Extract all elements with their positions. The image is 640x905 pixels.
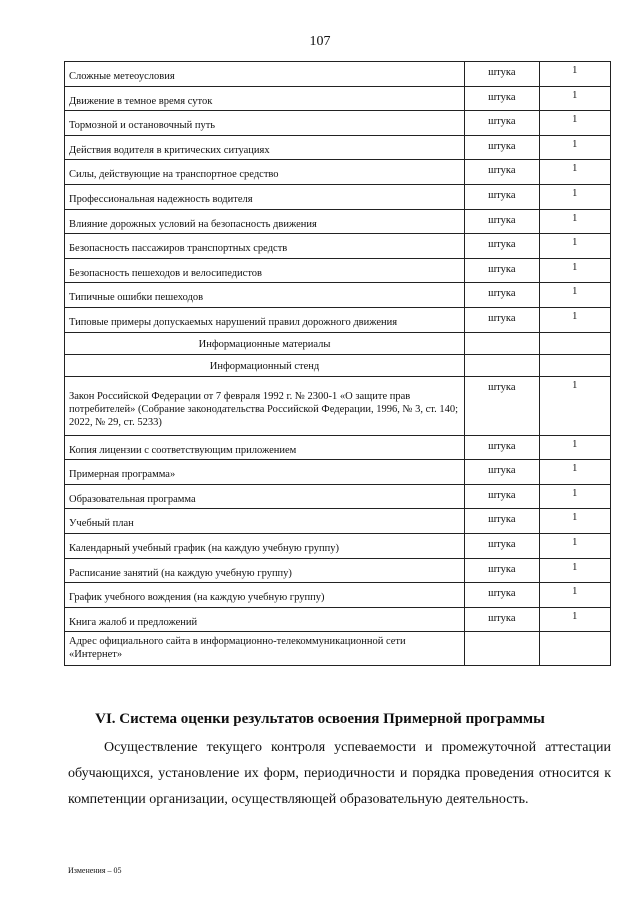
- quantity-cell: 1: [539, 258, 610, 283]
- quantity-cell: [539, 332, 610, 354]
- unit-cell: штука: [465, 111, 540, 136]
- table-row: [65, 509, 611, 534]
- quantity-cell: 1: [539, 484, 610, 509]
- item-name-cell: Примерная программа»: [65, 460, 465, 485]
- quantity-cell: 1: [539, 135, 610, 160]
- table-row: [65, 258, 611, 283]
- section-row: [65, 332, 611, 354]
- table-row: [65, 160, 611, 185]
- table-row: [65, 484, 611, 509]
- table-row: [65, 86, 611, 111]
- equipment-table: [64, 61, 611, 666]
- item-name-cell: Силы, действующие на транспортное средство: [65, 160, 465, 185]
- table-row: [65, 533, 611, 558]
- quantity-cell: 1: [539, 533, 610, 558]
- table-row: [65, 184, 611, 209]
- body-paragraph: Осуществление текущего контроля успеваемости и промежуточной аттестации обучающихся, установление их форм, периодичности и порядка проведения относится к компетенции организации, осуществляющей образовательную деятельность.: [68, 740, 611, 807]
- table-row: [65, 460, 611, 485]
- table-row: [65, 376, 611, 435]
- item-name-cell: Сложные метеоусловия: [65, 62, 465, 87]
- section-row: [65, 354, 611, 376]
- quantity-cell: 1: [539, 111, 610, 136]
- quantity-cell: 1: [539, 307, 610, 332]
- unit-cell: штука: [465, 376, 540, 435]
- unit-cell: штука: [465, 533, 540, 558]
- quantity-cell: 1: [539, 509, 610, 534]
- table-row: [65, 209, 611, 234]
- quantity-cell: [539, 354, 610, 376]
- item-name-cell: Книга жалоб и предложений: [65, 607, 465, 632]
- quantity-cell: 1: [539, 283, 610, 308]
- table-row: [65, 583, 611, 608]
- quantity-cell: 1: [539, 435, 610, 460]
- quantity-cell: 1: [539, 234, 610, 259]
- quantity-cell: 1: [539, 558, 610, 583]
- item-name-cell: Календарный учебный график (на каждую учебную группу): [65, 533, 465, 558]
- unit-cell: [465, 332, 540, 354]
- quantity-cell: 1: [539, 86, 610, 111]
- unit-cell: штука: [465, 558, 540, 583]
- table-row: [65, 234, 611, 259]
- quantity-cell: 1: [539, 607, 610, 632]
- item-name-cell: График учебного вождения (на каждую учебную группу): [65, 583, 465, 608]
- item-name-cell: Расписание занятий (на каждую учебную группу): [65, 558, 465, 583]
- item-name-cell: Безопасность пешеходов и велосипедистов: [65, 258, 465, 283]
- unit-cell: штука: [465, 307, 540, 332]
- quantity-cell: 1: [539, 160, 610, 185]
- unit-cell: штука: [465, 184, 540, 209]
- item-name-cell: Закон Российской Федерации от 7 февраля 1992 г. № 2300-1 «О защите прав потребителей» (Собрание законодательства Российской Федерации, 1996, № 3, ст. 140; 2022, № 29, ст. 5233): [65, 376, 465, 435]
- table-row: [65, 135, 611, 160]
- quantity-cell: 1: [539, 376, 610, 435]
- quantity-cell: 1: [539, 209, 610, 234]
- table-row: [65, 607, 611, 632]
- table-row: [65, 111, 611, 136]
- quantity-cell: 1: [539, 184, 610, 209]
- section-title-cell: Информационный стенд: [65, 354, 465, 376]
- item-name-cell: Учебный план: [65, 509, 465, 534]
- unit-cell: штука: [465, 283, 540, 308]
- item-name-cell: Адрес официального сайта в информационно-телекоммуникационной сети «Интернет»: [65, 632, 465, 666]
- quantity-cell: 1: [539, 62, 610, 87]
- page-number: 107: [309, 34, 331, 49]
- quantity-cell: 1: [539, 583, 610, 608]
- unit-cell: штука: [465, 484, 540, 509]
- quantity-cell: [539, 632, 610, 666]
- unit-cell: штука: [465, 509, 540, 534]
- table-row: [65, 283, 611, 308]
- unit-cell: штука: [465, 160, 540, 185]
- unit-cell: штука: [465, 62, 540, 87]
- table-row: [65, 632, 611, 666]
- item-name-cell: Типичные ошибки пешеходов: [65, 283, 465, 308]
- section-heading: VI. Система оценки результатов освоения Примерной программы: [95, 711, 545, 727]
- revision-footer: Изменения – 05: [68, 866, 122, 875]
- item-name-cell: Тормозной и остановочный путь: [65, 111, 465, 136]
- table-row: [65, 307, 611, 332]
- item-name-cell: Типовые примеры допускаемых нарушений правил дорожного движения: [65, 307, 465, 332]
- item-name-cell: Движение в темное время суток: [65, 86, 465, 111]
- unit-cell: штука: [465, 258, 540, 283]
- unit-cell: штука: [465, 435, 540, 460]
- unit-cell: штука: [465, 607, 540, 632]
- item-name-cell: Безопасность пассажиров транспортных средств: [65, 234, 465, 259]
- table-row: [65, 558, 611, 583]
- item-name-cell: Влияние дорожных условий на безопасность движения: [65, 209, 465, 234]
- unit-cell: штука: [465, 209, 540, 234]
- unit-cell: штука: [465, 583, 540, 608]
- item-name-cell: Профессиональная надежность водителя: [65, 184, 465, 209]
- unit-cell: штука: [465, 234, 540, 259]
- unit-cell: штука: [465, 460, 540, 485]
- section-title-cell: Информационные материалы: [65, 332, 465, 354]
- quantity-cell: 1: [539, 460, 610, 485]
- item-name-cell: Действия водителя в критических ситуациях: [65, 135, 465, 160]
- table-row: [65, 435, 611, 460]
- unit-cell: штука: [465, 86, 540, 111]
- table-row: [65, 62, 611, 87]
- equipment-table-body: [65, 62, 611, 666]
- unit-cell: [465, 632, 540, 666]
- unit-cell: штука: [465, 135, 540, 160]
- item-name-cell: Образовательная программа: [65, 484, 465, 509]
- item-name-cell: Копия лицензии с соответствующим приложением: [65, 435, 465, 460]
- unit-cell: [465, 354, 540, 376]
